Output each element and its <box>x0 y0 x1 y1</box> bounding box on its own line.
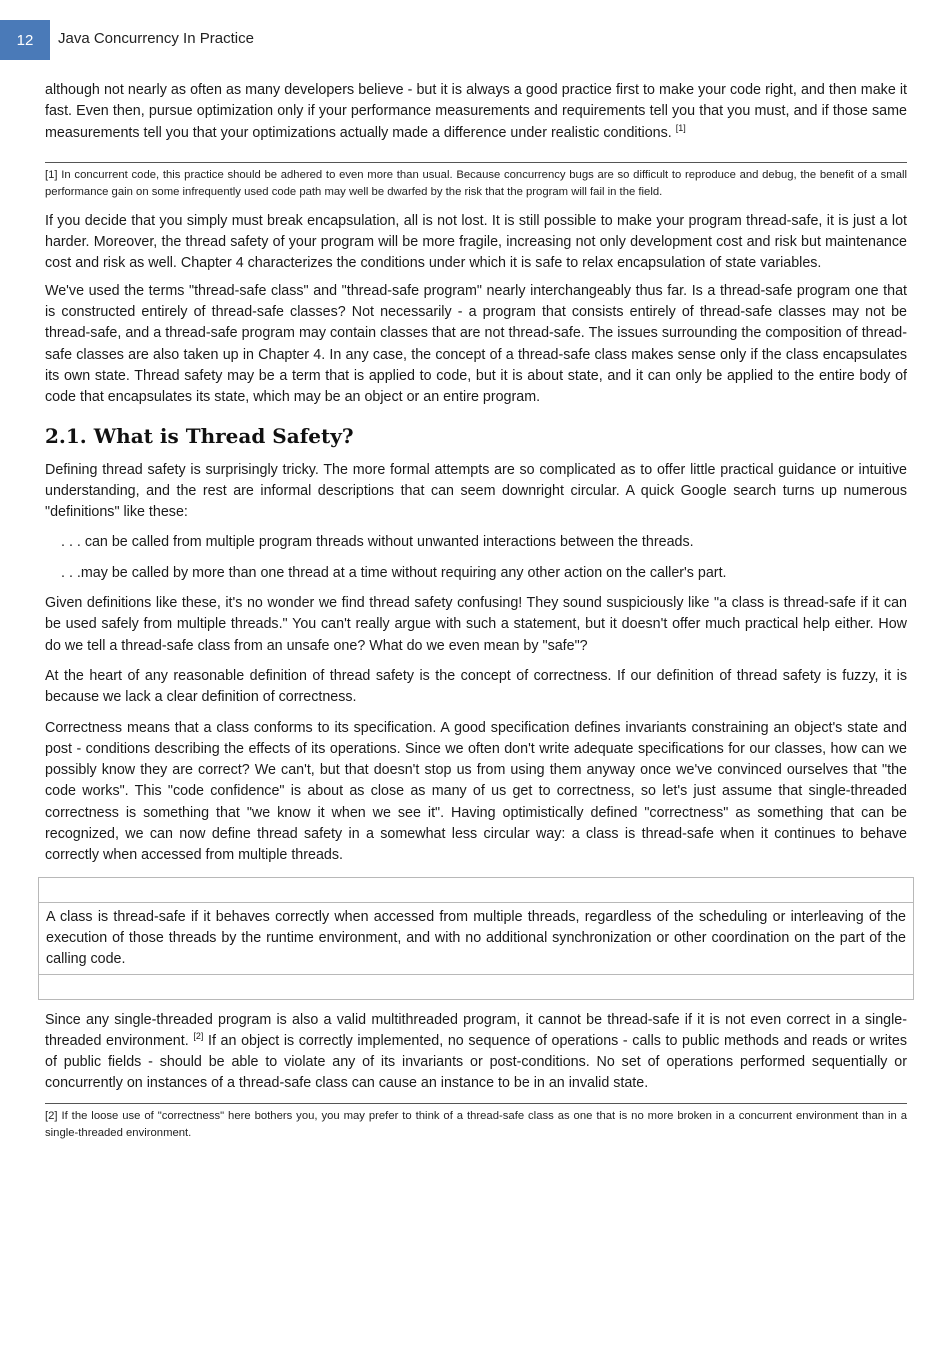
paragraph: Defining thread safety is surprisingly tricky. The more formal attempts are so complicated as to offer little practical guidance or intuitive understanding, and the rest are informal descriptions that can seem downright circular. A quick Google search turns up numerous "definitions" like these: <box>45 461 907 521</box>
callout-text: A class is thread-safe if it behaves correctly when accessed from multiple threads, regardless of the scheduling or interleaving of the execution of those threads by the runtime environment, and with no additional synchronization or other coordination on the part of the calling code. <box>39 902 913 975</box>
paragraph <box>45 1010 907 1095</box>
paragraph-text: If an object is correctly implemented, no sequence of operations - calls to public methods and reads or writes of public fields - should be able to violate any of its invariants or post-conditions. No set of operations performed sequentially or concurrently on instances of a thread-safe class can cause an instance to be in an invalid state. <box>45 1032 907 1092</box>
paragraph-text: although not nearly as often as many developers believe - but it is always a good practice first to make your code right, and then make it fast. Even then, pursue optimization only if your performance measurements and requirements tell you that you must, and if those same measurements tell you that your optimizations actually made a difference under realistic conditions. <box>45 82 907 141</box>
quoted-definition: . . . can be called from multiple program threads without unwanted interactions between the threads. <box>61 534 694 551</box>
paragraph: Correctness means that a class conforms to its specification. A good specification defines invariants constraining an object's state and post - conditions describing the effects of its operations. Since we often don't write adequate specifications for our classes, how can we possibly know they are correct? We can't, but that doesn't stop us from using them anyway once we've convinced ourselves that "the code works". This "code confidence" is about as close as many of us get to correctness, so let's just assume that single-threaded correctness is something that "we know it when we see it". Having optimistically defined "correctness" as something that can be recognized, we can now define thread safety in a somewhat less circular way: a class is thread-safe when it continues to behave correctly when accessed from multiple threads. <box>45 719 907 864</box>
paragraph: Given definitions like these, it's no wonder we find thread safety confusing! They sound suspiciously like "a class is thread-safe if it can be used safely from multiple threads." You can't really argue with such a statement, but it doesn't offer much practical help either. How do we tell a thread-safe class from an unsafe one? What do we even mean by "safe"? <box>45 595 907 654</box>
paragraph: If you decide that you simply must break encapsulation, all is not lost. It is still possible to make your program thread-safe, it is just a lot harder. Moreover, the thread safety of your program will be more fragile, increasing not only development cost and risk but maintenance cost and risk as well. Chapter 4 characterizes the conditions under which it is safe to relax encapsulation of state variables. <box>45 212 907 272</box>
footnote-ref: [1] <box>675 122 686 133</box>
footnote: [1] In concurrent code, this practice should be adhered to even more than usual. Because concurrency bugs are so difficult to reproduce and debug, the benefit of a small performance gain on some infrequently used code path may well be dwarfed by the risk that the program will fail in the field. <box>45 162 907 202</box>
callout-spacer <box>39 975 913 999</box>
paragraph-text: Since any single-threaded program is also a valid multithreaded program, it cannot be thread-safe if it is not even correct in a single-threaded environment. <box>45 1011 907 1049</box>
running-header-title: Java Concurrency In Practice <box>58 30 254 47</box>
callout-spacer <box>39 878 913 902</box>
paragraph: We've used the terms "thread-safe class" and "thread-safe program" nearly interchangeably thus far. Is a thread-safe program one that is constructed entirely of thread-safe classes? Not necessarily - a program that consists entirely of thread-safe classes may not be thread-safe, and a thread-safe program may contain classes that are not thread-safe. The issues surrounding the composition of thread-safe classes are also taken up in Chapter 4. In any case, the concept of a thread-safe class makes sense only if the class encapsulates its own state. Thread safety may be a term that is applied to code, but it is about state, and it can only be applied to the entire body of code that encapsulates its state, which may be an object or an entire program. <box>45 282 907 406</box>
paragraph <box>45 80 907 144</box>
section-heading: 2.1. What is Thread Safety? <box>45 423 354 448</box>
definition-callout <box>38 877 914 1000</box>
footnote-ref: [2] <box>193 1030 204 1041</box>
page-number: 12 <box>0 20 50 60</box>
paragraph: At the heart of any reasonable definition of thread safety is the concept of correctness. If our definition of thread safety is fuzzy, it is because we lack a clear definition of correctness. <box>45 667 907 706</box>
page-content <box>45 80 907 1152</box>
quoted-definition: . . .may be called by more than one thread at a time without requiring any other action on the caller's part. <box>61 564 727 581</box>
footnote: [2] If the loose use of "correctness" here bothers you, you may prefer to think of a thread-safe class as one that is no more broken in a concurrent environment than in a single-threaded environment. <box>45 1103 907 1143</box>
